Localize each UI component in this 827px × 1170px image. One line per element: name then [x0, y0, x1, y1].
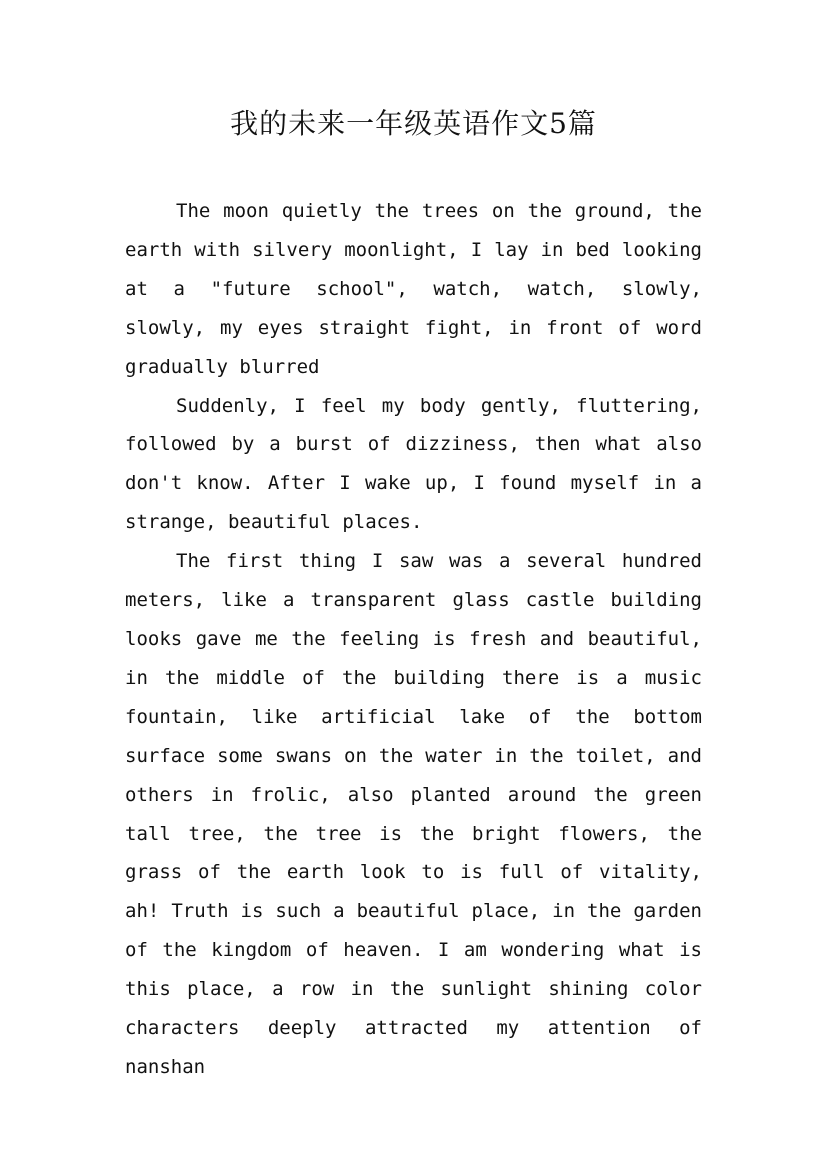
document-title: 我的未来一年级英语作文5篇 — [230, 107, 597, 140]
paragraph-1: The moon quietly the trees on the ground, the earth with silvery moonlight, I lay in bed looking at a "future school", watch, watch, slowly, slowly, my eyes straight fight, in front of word gradually blurred — [125, 200, 702, 378]
paragraph-3: The first thing I saw was a several hundred meters, like a transparent glass castle building looks gave me the feeling is fresh and beautiful, in the middle of the building there is a music fountain, like artificial lake of the bottom surface some swans on the water in the toilet, and others in frolic, also planted around the green tall tree, the tree is the bright flowers, the grass of the earth look to is full of vitality, ah! Truth is such a beautiful place, in the garden of the kingdom of heaven. I am wondering what is this place, a row in the sunlight shining color characters deeply attracted my attention of nanshan — [125, 550, 702, 1078]
document-body — [125, 192, 702, 1087]
paragraph-2: Suddenly, I feel my body gently, fluttering, followed by a burst of dizziness, then what also don't know. After I wake up, I found myself in a strange, beautiful places. — [125, 394, 702, 534]
